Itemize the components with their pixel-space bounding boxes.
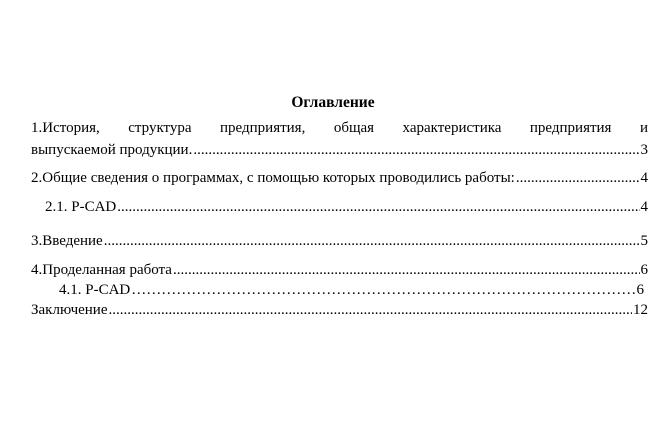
toc-entry-label: Заключение: [31, 302, 108, 318]
ellipsis-leader: [131, 280, 635, 300]
toc-title: Оглавление: [291, 94, 375, 111]
toc-entry-1-word: и: [639, 120, 648, 136]
toc-entry-label: 4.Проделанная работа: [31, 262, 172, 278]
toc-entry-label: 2.1. P-CAD: [45, 199, 117, 215]
dot-leader: [193, 140, 639, 160]
toc-page-number: 12: [633, 302, 648, 318]
toc-entry-label: 2.Общие сведения о программах, с помощью которых проводились работы:: [31, 170, 515, 186]
toc-conclusion[interactable]: [31, 300, 648, 320]
dot-leader: [516, 168, 640, 188]
dot-leader: [109, 300, 633, 320]
dot-leader: [117, 197, 639, 217]
toc-entry-2-1[interactable]: [45, 197, 648, 217]
toc-entry-1-word: 1.История,: [31, 120, 100, 136]
dot-leader: [173, 260, 640, 280]
toc-entry-2[interactable]: [31, 168, 648, 188]
toc-entry-1-word: предприятия: [529, 120, 612, 136]
toc-page-number: 5: [640, 233, 648, 249]
toc-entry-1-word: структура: [128, 120, 192, 136]
toc-page-number: 3: [640, 142, 648, 158]
toc-entry-1-word: общая: [333, 120, 375, 136]
toc-page-number: 6: [640, 262, 648, 278]
toc-entry-3[interactable]: [31, 231, 648, 251]
dot-leader: [104, 231, 640, 251]
toc-entry-label: 4.1. P-CAD: [59, 282, 131, 298]
toc-page-number: 6: [636, 282, 644, 298]
toc-entry-1-line2[interactable]: [31, 140, 648, 160]
toc-entry-4-1[interactable]: [59, 280, 644, 300]
toc-entry-label: выпускаемой продукции.: [31, 142, 193, 158]
toc-page-number: 4: [640, 170, 648, 186]
toc-entry-1-word: характеристика: [402, 120, 502, 136]
toc-entry-1-word: предприятия,: [220, 120, 306, 136]
toc-entry-label: 3.Введение: [31, 233, 103, 249]
toc-entry-4[interactable]: [31, 260, 648, 280]
toc-page-number: 4: [640, 199, 648, 215]
toc-entry-1-line1: [31, 118, 648, 138]
